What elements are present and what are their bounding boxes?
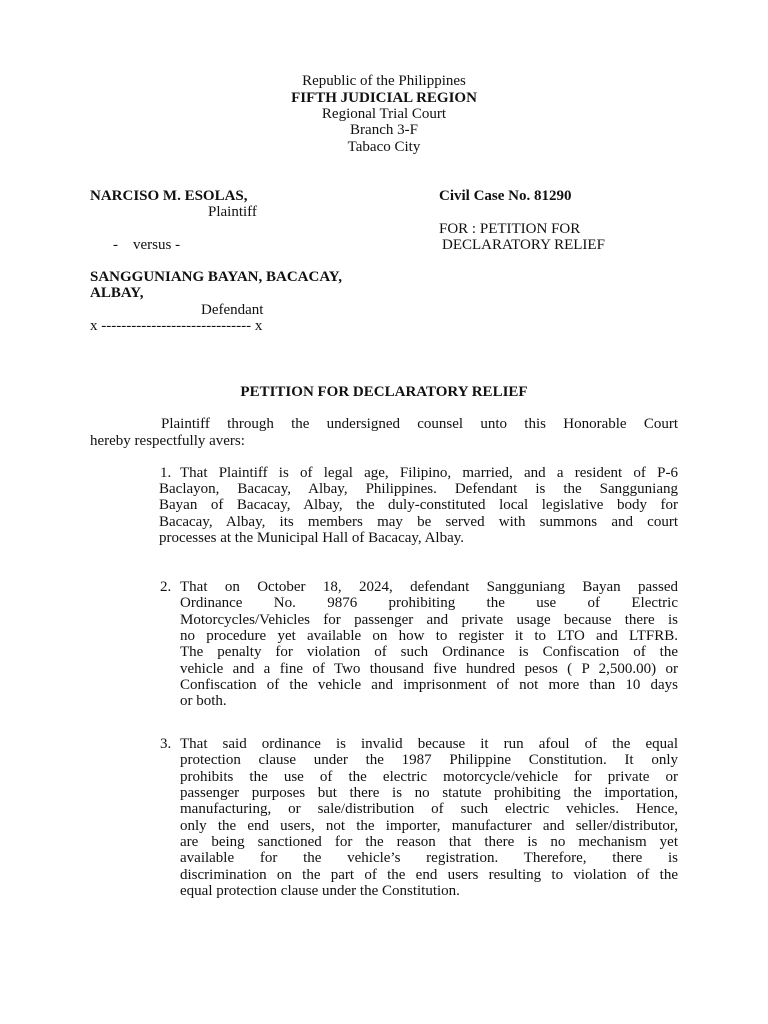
case-nature-line1: FOR : PETITION FOR: [439, 221, 581, 237]
paragraph-2-line: Motorcycles/Vehicles for passenger and private usage because there is: [180, 612, 678, 628]
defendant-name-line1: SANGGUNIANG BAYAN, BACACAY,: [90, 269, 343, 285]
paragraph-3-line: are being sanctioned for the reason that there is no mechanism yet: [180, 834, 678, 850]
paragraph-2-line: or both.: [180, 693, 227, 709]
plaintiff-name: NARCISO M. ESOLAS,: [90, 188, 248, 204]
paragraph-3-line: discrimination on the part of the end users resulting to violation of the: [180, 867, 678, 883]
petition-title: PETITION FOR DECLARATORY RELIEF: [240, 384, 528, 400]
paragraph-2-number: 2.: [160, 579, 172, 595]
paragraph-3-line: prohibits the use of the electric motorcycle/vehicle for private or: [180, 769, 678, 785]
paragraph-3-number: 3.: [160, 736, 172, 752]
paragraph-2-line: The penalty for violation of such Ordinance is Confiscation of the: [180, 644, 678, 660]
paragraph-2-line: no procedure yet available on how to register it to LTO and LTFRB.: [180, 628, 678, 644]
case-number: Civil Case No. 81290: [439, 188, 572, 204]
paragraph-3-line: protection clause under the 1987 Philippine Constitution. It only: [180, 752, 678, 768]
paragraph-2-line: Confiscation of the vehicle and imprisonment of not more than 10 days: [180, 677, 678, 693]
paragraph-3-line: That said ordinance is invalid because it run afoul of the equal: [180, 736, 678, 752]
paragraph-1-line: That Plaintiff is of legal age, Filipino, married, and a resident of P-6: [180, 465, 678, 481]
defendant-name-line2: ALBAY,: [90, 285, 144, 301]
paragraph-1-line: Baclayon, Bacacay, Albay, Philippines. Defendant is the Sangguniang: [159, 481, 678, 497]
paragraph-3-line: manufacturing, or sale/distribution of such electric vehicles. Hence,: [180, 801, 678, 817]
paragraph-1-line: Bayan of Bacacay, Albay, the duly-constituted local legislative body for: [159, 497, 678, 513]
header-court: Regional Trial Court: [321, 106, 447, 122]
paragraph-2-line: vehicle and a fine of Two thousand five hundred pesos ( P 2,500.00) or: [180, 661, 678, 677]
paragraph-3-line: available for the vehicle’s registration. Therefore, there is: [180, 850, 678, 866]
versus-text: - versus -: [113, 237, 181, 253]
paragraph-3-line: equal protection clause under the Constitution.: [180, 883, 460, 899]
intro-line1: Plaintiff through the undersigned counsel unto this Honorable Court: [161, 416, 678, 432]
paragraph-2-line: Ordinance No. 9876 prohibiting the use of Electric: [180, 595, 678, 611]
paragraph-3-line: passenger purposes but there is no statute prohibiting the importation,: [180, 785, 678, 801]
header-republic: Republic of the Philippines: [302, 73, 466, 89]
intro-line2: hereby respectfully avers:: [90, 433, 245, 449]
case-nature-line2: DECLARATORY RELIEF: [442, 237, 605, 253]
header-branch: Branch 3-F: [350, 122, 418, 138]
header-city: Tabaco City: [347, 139, 421, 155]
header-region: FIFTH JUDICIAL REGION: [291, 90, 477, 106]
plaintiff-label: Plaintiff: [208, 204, 257, 220]
paragraph-1-line: processes at the Municipal Hall of Bacacay, Albay.: [159, 530, 465, 546]
paragraph-1-line: Bacacay, Albay, its members may be served with summons and court: [159, 514, 678, 530]
caption-divider: x ------------------------------ x: [90, 318, 263, 334]
paragraph-3-line: only the end users, not the importer, manufacturer and seller/distributor,: [180, 818, 678, 834]
paragraph-1-number: 1.: [160, 465, 172, 481]
defendant-label: Defendant: [201, 302, 264, 318]
paragraph-2-line: That on October 18, 2024, defendant Sangguniang Bayan passed: [180, 579, 678, 595]
